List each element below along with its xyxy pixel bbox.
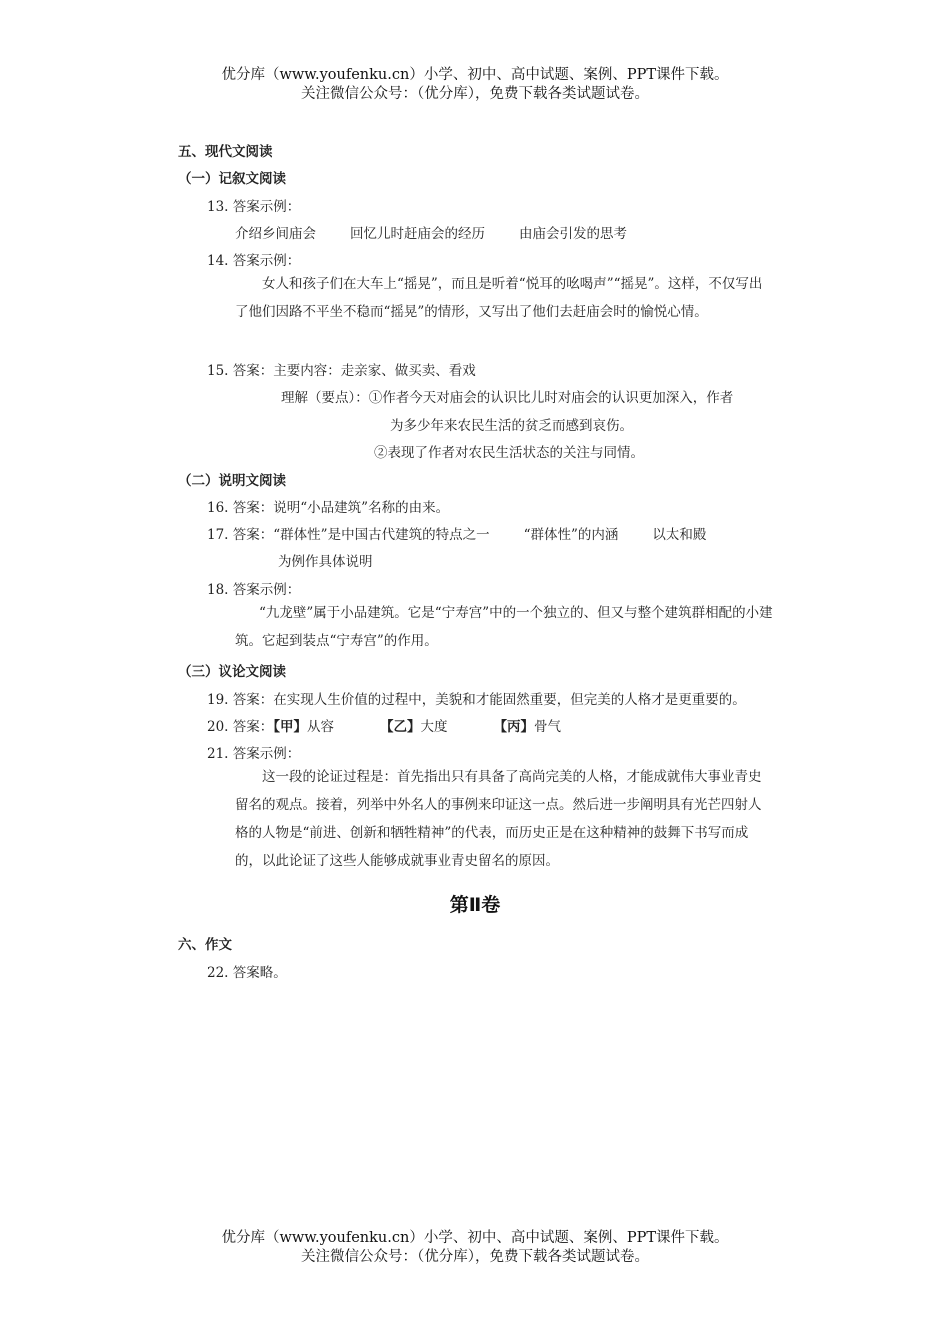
q14-text: 女人和孩子们在大车上“摇晃”，而且是听着“悦耳的吆喝声”“摇晃”。这样，不仅写出了他们因路不平坐不稳而“摇晃”的情形，又写出了他们去赶庙会时的愉悦心情。	[235, 276, 763, 320]
q20-word-1: 从容	[307, 719, 335, 735]
q18-text: “九龙壁”属于小品建筑。它是“宁寿宫”中的一个独立的、但又与整个建筑群相配的小建筑。它起到装点“宁寿宫”的作用。	[235, 605, 773, 649]
q20-bracket-2: 【乙】	[380, 719, 421, 735]
q14-label: 14. 答案示例：	[207, 253, 301, 269]
q15-understanding-cont: 为多少年来农民生活的贫乏而感到哀伤。	[390, 418, 633, 434]
q15-point-2: ②表现了作者对农民生活状态的关注与同情。	[374, 445, 644, 461]
q21-text: 这一段的论证过程是：首先指出只有具备了高尚完美的人格，才能成就伟大事业青史留名的观点。接着，列举中外名人的事例来印证这一点。然后进一步阐明具有光芒四射人格的人物是“前进、创新和牺牲精神”的代表，而历史正是在这种精神的鼓舞下书写而成的，以此论证了这些人能够成就事业青史留名的原因。	[235, 769, 762, 869]
q15-understanding: 理解（要点）：①作者今天对庙会的认识比儿时对庙会的认识更加深入，作者	[281, 390, 734, 406]
q13-items	[235, 222, 627, 242]
q20-bracket-3: 【丙】	[493, 719, 535, 735]
q17-item-1: “群体性”是中国古代建筑的特点之一	[273, 527, 490, 543]
q15-label: 15. 答案：主要内容：走亲家、做买卖、看戏	[207, 363, 476, 379]
header-line-2: 关注微信公众号：（优分库），免费下载各类试题试卷。	[301, 86, 649, 102]
footer-line-2: 关注微信公众号：（优分库），免费下载各类试题试卷。	[301, 1249, 649, 1265]
q13-label: 13. 答案示例：	[207, 199, 301, 215]
q20-bracket-1: 【甲】	[273, 719, 308, 735]
q13-item-3: 由庙会引发的思考	[519, 226, 627, 242]
q13-item-2: 回忆儿时赶庙会的经历	[350, 226, 485, 242]
q20-line	[207, 715, 561, 735]
part-1-title: （一）记叙文阅读	[178, 171, 286, 187]
volume-title: 第Ⅱ卷	[449, 894, 501, 916]
q17-item-3: 以太和殿	[652, 527, 707, 543]
q21-label: 21. 答案示例：	[207, 746, 301, 762]
q20-word-2: 大度	[420, 719, 448, 735]
q20-label: 20. 答案：	[207, 719, 274, 735]
q17-cont: 为例作具体说明	[278, 554, 373, 570]
part-2-title: （二）说明文阅读	[178, 473, 286, 489]
q20-word-3: 骨气	[534, 719, 562, 735]
q13-item-1: 介绍乡间庙会	[235, 226, 316, 242]
section-5-title: 五、现代文阅读	[178, 144, 273, 160]
header-line-1: 优分库（www.youfenku.cn）小学、初中、高中试题、案例、PPT课件下载。	[221, 67, 729, 83]
q16-label: 16. 答案：说明“小品建筑”名称的由来。	[207, 500, 450, 516]
q17-item-2: “群体性”的内涵	[523, 527, 619, 543]
part-3-title: （三）议论文阅读	[178, 664, 286, 680]
q17-line	[207, 523, 706, 543]
q17-label: 17. 答案：	[207, 527, 274, 543]
footer-line-1: 优分库（www.youfenku.cn）小学、初中、高中试题、案例、PPT课件下载。	[221, 1230, 729, 1246]
q18-label: 18. 答案示例：	[207, 582, 301, 598]
section-6-title: 六、作文	[178, 937, 232, 953]
q22-label: 22. 答案略。	[207, 965, 287, 981]
q19-label: 19. 答案：在实现人生价值的过程中，美貌和才能固然重要，但完美的人格才是更重要的。	[207, 692, 746, 708]
